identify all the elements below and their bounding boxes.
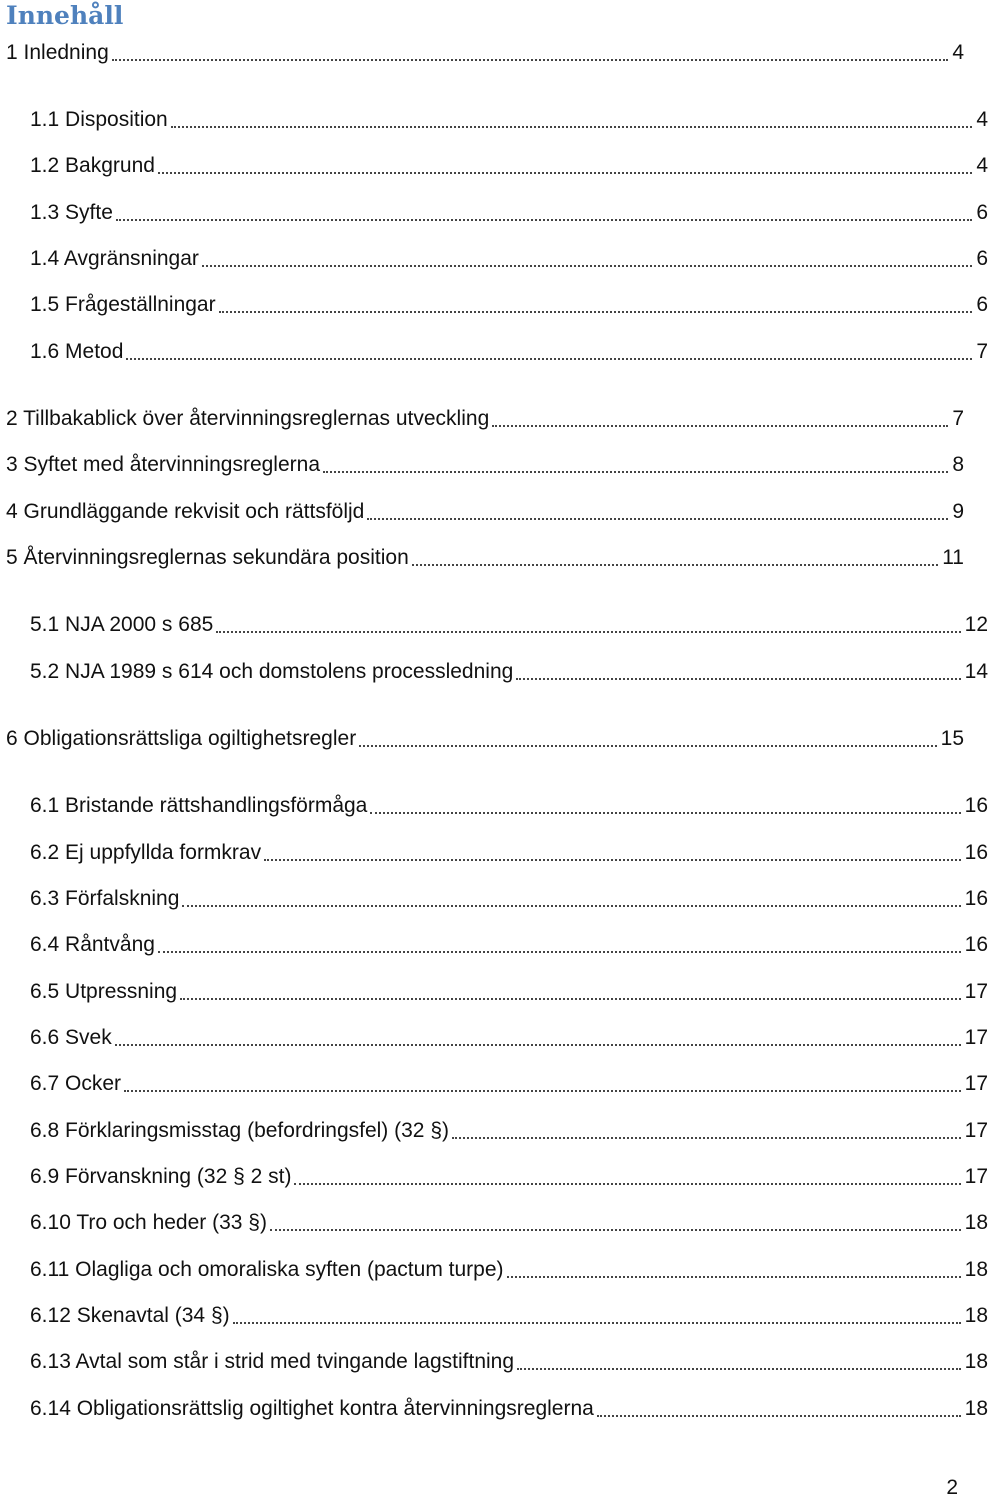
dot-leader	[507, 1276, 961, 1278]
toc-entry-label: 6.4 Råntvång	[30, 933, 155, 956]
dot-leader	[158, 951, 961, 953]
toc-entry-page: 4	[952, 41, 964, 64]
toc-entry-page: 15	[940, 727, 964, 750]
toc-entry[interactable]	[0, 1394, 990, 1424]
dot-leader	[294, 1183, 960, 1185]
toc-entry-page: 14	[964, 660, 988, 683]
toc-entry[interactable]	[0, 724, 966, 754]
toc-entry[interactable]	[0, 244, 990, 274]
toc-entry-page: 17	[964, 1026, 988, 1049]
toc-entry[interactable]	[0, 450, 966, 480]
toc-entry-page: 17	[964, 1072, 988, 1095]
toc-entry[interactable]	[0, 791, 990, 821]
toc-entry-label: 5 Återvinningsreglernas sekundära position	[6, 546, 409, 569]
dot-leader	[359, 745, 936, 747]
dot-leader	[202, 265, 972, 267]
toc-entry-label: 3 Syftet med återvinningsreglerna	[6, 453, 321, 476]
toc-entry-label: 6.1 Bristande rättshandlingsförmåga	[30, 794, 368, 817]
dot-leader	[158, 172, 972, 174]
toc-entry-page: 17	[964, 980, 988, 1003]
dot-leader	[233, 1322, 961, 1324]
toc-entry-label: 6 Obligationsrättsliga ogiltighetsregler	[6, 727, 357, 750]
toc-entry-label: 2 Tillbakablick över återvinningsreglernas utveckling	[6, 407, 490, 430]
toc-entry-page: 18	[964, 1304, 988, 1327]
toc-entry-label: 6.5 Utpressning	[30, 980, 178, 1003]
toc-entry-page: 18	[964, 1211, 988, 1234]
toc-entry[interactable]	[0, 1255, 990, 1285]
dot-leader	[597, 1415, 961, 1417]
toc-entry[interactable]	[0, 977, 990, 1007]
toc-entry-label: 1.3 Syfte	[30, 201, 113, 224]
toc-entry[interactable]	[0, 543, 966, 573]
toc-entry-page: 7	[952, 407, 964, 430]
toc-entry[interactable]	[0, 105, 990, 135]
toc-entry-label: 1.5 Frågeställningar	[30, 293, 216, 316]
toc-entry[interactable]	[0, 1208, 990, 1238]
dot-leader	[115, 1044, 961, 1046]
toc-entry-page: 16	[964, 794, 988, 817]
toc-entry-page: 16	[964, 887, 988, 910]
toc-entry-label: 1.6 Metod	[30, 340, 124, 363]
toc-entry-label: 1.2 Bakgrund	[30, 154, 155, 177]
toc-entry[interactable]	[0, 930, 990, 960]
toc-entry[interactable]	[0, 404, 966, 434]
dot-leader	[517, 1368, 961, 1370]
dot-leader	[126, 358, 972, 360]
toc-entry[interactable]	[0, 657, 990, 687]
toc-entry-label: 6.8 Förklaringsmisstag (befordringsfel) (32 §)	[30, 1119, 449, 1142]
dot-leader	[180, 998, 961, 1000]
dot-leader	[216, 631, 960, 633]
dot-leader	[370, 812, 960, 814]
toc-entry[interactable]	[0, 497, 966, 527]
toc-entry-label: 6.10 Tro och heder (33 §)	[30, 1211, 267, 1234]
toc-entry-page: 16	[964, 933, 988, 956]
toc-entry-page: 12	[964, 613, 988, 636]
toc-entry-page: 6	[976, 293, 988, 316]
toc-entry-page: 9	[952, 500, 964, 523]
toc-entry-page: 7	[976, 340, 988, 363]
toc-entry-label: 6.14 Obligationsrättslig ogiltighet kontra återvinningsreglerna	[30, 1397, 594, 1420]
toc-entry-page: 17	[964, 1119, 988, 1142]
dot-leader	[516, 678, 960, 680]
toc-entry[interactable]	[0, 1162, 990, 1192]
dot-leader	[270, 1229, 961, 1231]
toc-entry-page: 18	[964, 1397, 988, 1420]
toc-entry-label: 6.6 Svek	[30, 1026, 112, 1049]
toc-entry[interactable]	[0, 1116, 990, 1146]
toc-entry-page: 11	[942, 546, 964, 569]
toc-entry-label: 4 Grundläggande rekvisit och rättsföljd	[6, 500, 365, 523]
dot-leader	[452, 1137, 961, 1139]
toc-entry-label: 5.2 NJA 1989 s 614 och domstolens processledning	[30, 660, 514, 683]
dot-leader	[116, 219, 972, 221]
dot-leader	[112, 59, 949, 61]
toc-entry[interactable]	[0, 38, 966, 68]
dot-leader	[219, 311, 973, 313]
toc-entry-label: 6.11 Olagliga och omoraliska syften (pactum turpe)	[30, 1258, 504, 1281]
toc-entry-page: 17	[964, 1165, 988, 1188]
dot-leader	[171, 126, 973, 128]
toc-entry[interactable]	[0, 1023, 990, 1053]
toc-entry-page: 18	[964, 1350, 988, 1373]
toc-entry-label: 6.3 Förfalskning	[30, 887, 180, 910]
toc-entry-label: 1.4 Avgränsningar	[30, 247, 199, 270]
dot-leader	[182, 905, 960, 907]
toc-entry-label: 6.7 Ocker	[30, 1072, 122, 1095]
toc-entry-page: 4	[976, 154, 988, 177]
toc-entry-label: 5.1 NJA 2000 s 685	[30, 613, 214, 636]
toc-entry[interactable]	[0, 884, 990, 914]
toc-entry-label: 1.1 Disposition	[30, 108, 168, 131]
toc-entry-label: 6.12 Skenavtal (34 §)	[30, 1304, 230, 1327]
dot-leader	[264, 859, 961, 861]
toc-entry-page: 6	[976, 247, 988, 270]
toc-entry[interactable]	[0, 610, 990, 640]
toc-entry-page: 6	[976, 201, 988, 224]
dot-leader	[323, 471, 948, 473]
toc-entry[interactable]	[0, 337, 990, 367]
dot-leader	[492, 425, 948, 427]
toc-entry-label: 1 Inledning	[6, 41, 109, 64]
page-number: 2	[946, 1476, 958, 1499]
toc-entry[interactable]	[0, 1069, 990, 1099]
toc-entry[interactable]	[0, 198, 990, 228]
toc-entry-page: 8	[952, 453, 964, 476]
toc-entry-label: 6.9 Förvanskning (32 § 2 st)	[30, 1165, 292, 1188]
toc-entry[interactable]	[0, 290, 990, 320]
toc-entry-page: 18	[964, 1258, 988, 1281]
toc-entry[interactable]	[0, 1301, 990, 1331]
toc-entry-label: 6.2 Ej uppfyllda formkrav	[30, 841, 262, 864]
toc-heading: Innehåll	[6, 1, 124, 30]
toc-entry[interactable]	[0, 1347, 990, 1377]
toc-entry[interactable]	[0, 838, 990, 868]
toc-entry-page: 4	[976, 108, 988, 131]
toc-entry-label: 6.13 Avtal som står i strid med tvingande lagstiftning	[30, 1350, 515, 1373]
toc-entry[interactable]	[0, 151, 990, 181]
dot-leader	[124, 1090, 961, 1092]
dot-leader	[367, 518, 948, 520]
dot-leader	[412, 564, 938, 566]
toc-entry-page: 16	[964, 841, 988, 864]
